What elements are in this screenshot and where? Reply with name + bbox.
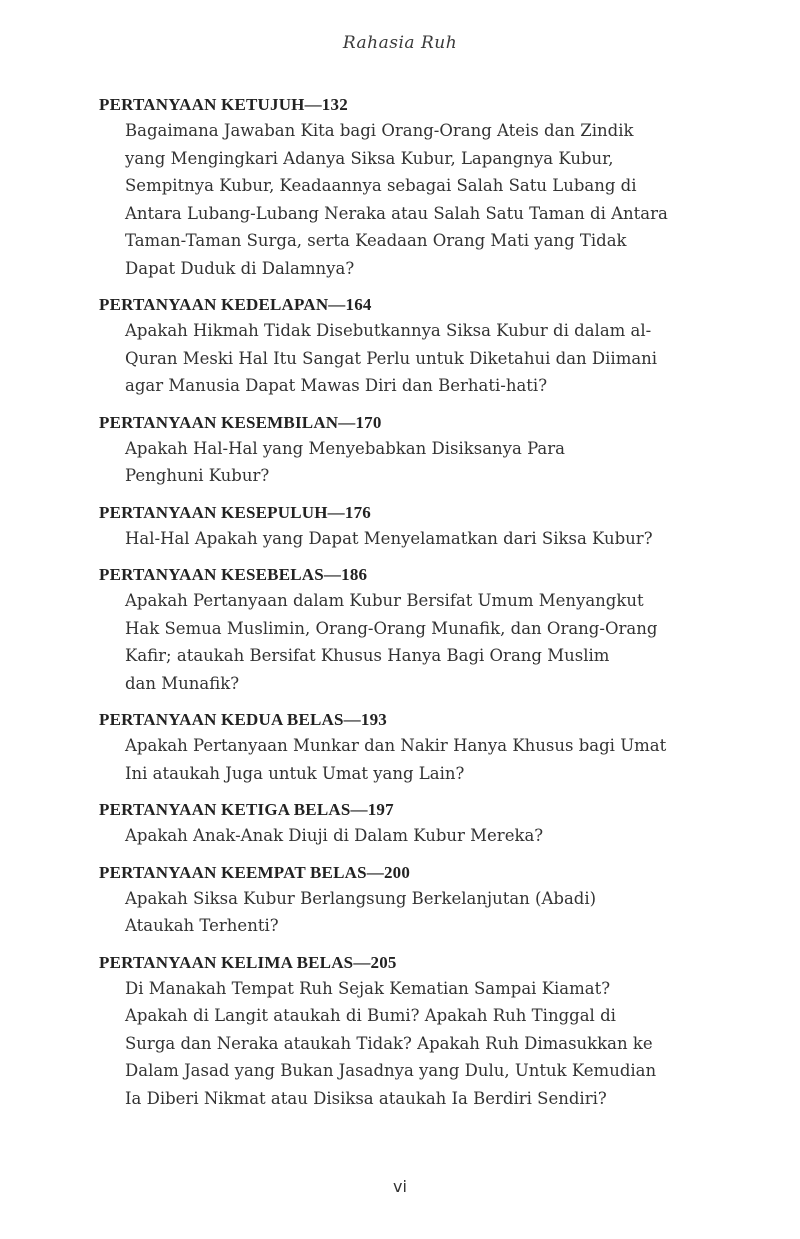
entry-body: [99, 822, 699, 850]
entry-line: Dapat Duduk di Dalamnya?: [125, 258, 355, 278]
entry-heading: PERTANYAAN KELIMA BELAS—205: [99, 952, 397, 972]
entry-line: Dalam Jasad yang Bukan Jasadnya yang Dulu, Untuk Kemudian: [125, 1061, 657, 1080]
toc-entry: [99, 951, 699, 1113]
entry-line: Apakah Hikmah Tidak Disebutkannya Siksa Kubur di dalam al-: [125, 321, 652, 340]
toc-entry: [99, 293, 699, 400]
entry-line: Quran Meski Hal Itu Sangat Perlu untuk Diketahui dan Diimani: [125, 348, 658, 368]
toc-entry: [99, 861, 699, 940]
toc-entry: [99, 563, 699, 697]
entry-line: Apakah Siksa Kubur Berlangsung Berkelanjutan (Abadi): [125, 888, 597, 908]
entry-line: Apakah di Langit ataukah di Bumi? Apakah Ruh Tinggal di: [125, 1006, 616, 1025]
toc-entry: [99, 708, 699, 787]
toc-entry: [99, 411, 699, 490]
entry-line: Antara Lubang-Lubang Neraka atau Salah Satu Taman di Antara: [125, 203, 668, 223]
entry-heading: PERTANYAAN KESEBELAS—186: [99, 565, 368, 584]
entry-line: dan Munafik?: [125, 673, 240, 693]
entry-line: Kafir; ataukah Bersifat Khusus Hanya Bagi Orang Muslim: [125, 646, 610, 665]
entry-line: yang Mengingkari Adanya Siksa Kubur, Lapangnya Kubur,: [125, 148, 614, 168]
entry-line: Hal-Hal Apakah yang Dapat Menyelamatkan dari Siksa Kubur?: [125, 528, 653, 548]
entry-body: [99, 317, 699, 400]
toc-entry: [99, 501, 699, 553]
entry-body: [99, 117, 699, 282]
entry-heading: PERTANYAAN KETIGA BELAS—197: [99, 800, 394, 819]
entry-line: Apakah Hal-Hal yang Menyebabkan Disiksanya Para: [125, 438, 565, 458]
table-of-contents: [99, 93, 699, 1123]
entry-line: Hak Semua Muslimin, Orang-Orang Munafik, dan Orang-Orang: [125, 618, 658, 638]
entry-line: Di Manakah Tempat Ruh Sejak Kematian Sampai Kiamat?: [125, 978, 611, 998]
toc-entry: [99, 798, 699, 850]
entry-body: [99, 885, 699, 940]
entry-body: [99, 975, 699, 1113]
entry-line: Penghuni Kubur?: [125, 466, 270, 485]
entry-line: Apakah Pertanyaan Munkar dan Nakir Hanya Khusus bagi Umat: [125, 736, 667, 755]
entry-line: Bagaimana Jawaban Kita bagi Orang-Orang Ateis dan Zindik: [125, 121, 634, 140]
entry-line: Apakah Pertanyaan dalam Kubur Bersifat Umum Menyangkut: [125, 591, 644, 610]
running-header: Rahasia Ruh: [342, 33, 458, 53]
entry-heading: PERTANYAAN KEDELAPAN—164: [99, 295, 372, 314]
entry-body: [99, 525, 699, 553]
entry-line: Ataukah Terhenti?: [125, 916, 279, 935]
entry-heading: PERTANYAAN KETUJUH—132: [99, 95, 348, 114]
entry-heading: PERTANYAAN KESEPULUH—176: [99, 502, 371, 522]
entry-line: Ini ataukah Juga untuk Umat yang Lain?: [125, 763, 465, 783]
entry-heading: PERTANYAAN KEDUA BELAS—193: [99, 710, 387, 729]
entry-heading: PERTANYAAN KEEMPAT BELAS—200: [99, 862, 411, 882]
entry-body: [99, 435, 699, 490]
entry-heading: PERTANYAAN KESEMBILAN—170: [99, 412, 382, 432]
entry-line: agar Manusia Dapat Mawas Diri dan Berhati-hati?: [125, 376, 548, 395]
entry-line: Ia Diberi Nikmat atau Disiksa ataukah Ia Berdiri Sendiri?: [125, 1088, 607, 1108]
entry-body: [99, 732, 699, 787]
entry-line: Taman-Taman Surga, serta Keadaan Orang Mati yang Tidak: [125, 231, 627, 250]
entry-line: Sempitnya Kubur, Keadaannya sebagai Salah Satu Lubang di: [125, 176, 637, 195]
entry-line: Apakah Anak-Anak Diuji di Dalam Kubur Mereka?: [125, 826, 544, 845]
page-number: vi: [393, 1177, 407, 1196]
entry-line: Surga dan Neraka ataukah Tidak? Apakah Ruh Dimasukkan ke: [125, 1033, 653, 1053]
toc-entry: [99, 93, 699, 282]
entry-body: [99, 587, 699, 697]
